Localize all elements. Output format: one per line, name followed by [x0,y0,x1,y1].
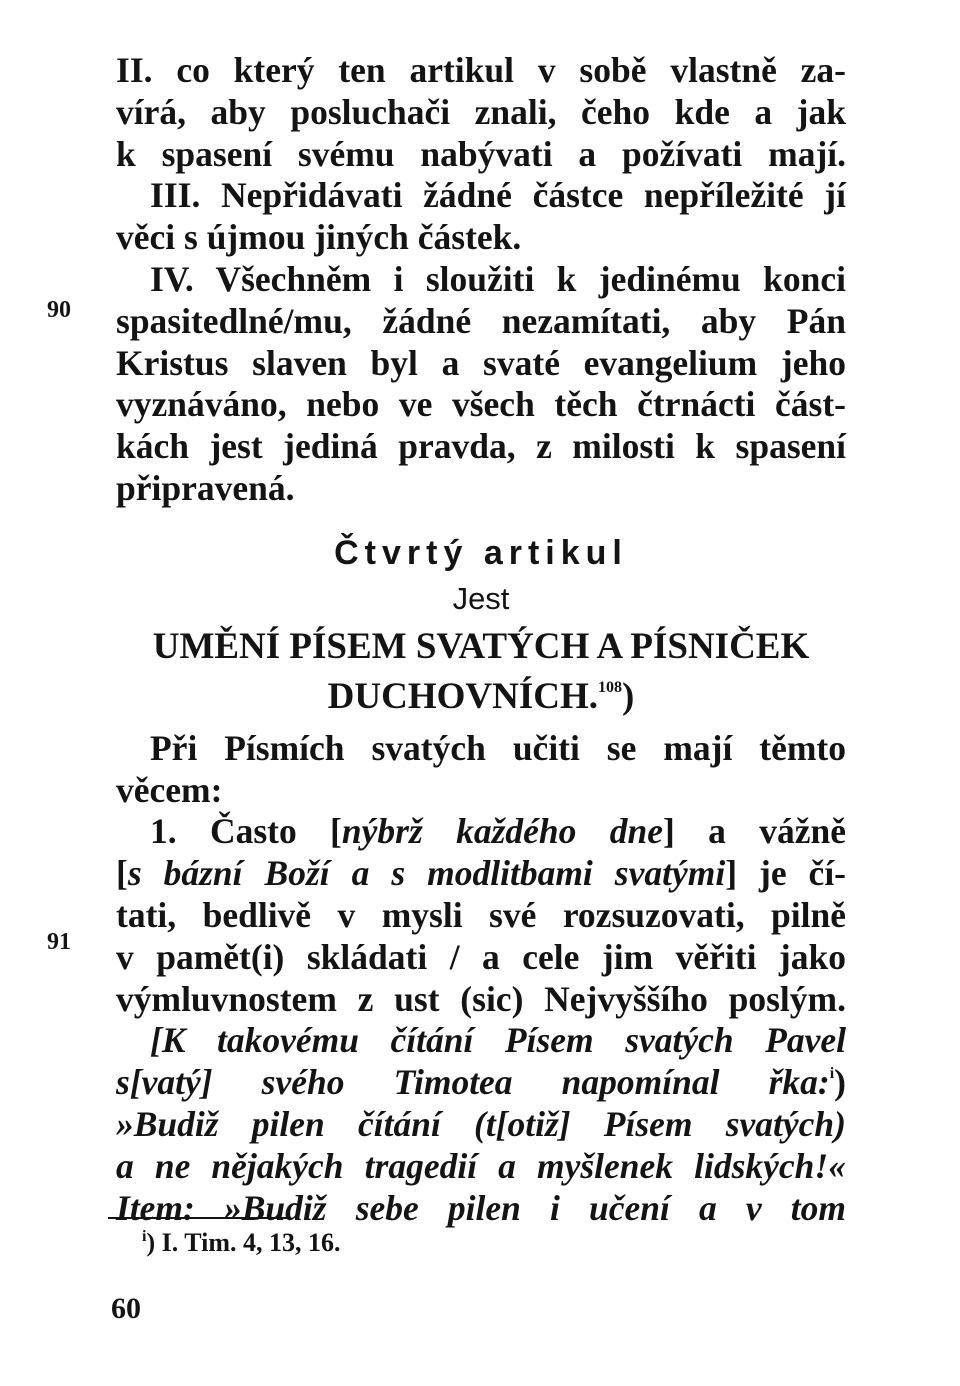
text-line: k spasení svému nabývati a požívati mají. [116,133,846,174]
text-run: ) [834,1062,846,1103]
text-line: IV. Všechněm i sloužiti k jedinému konci [150,258,846,299]
text-run: ] a vážně [663,811,846,852]
italic-insertion: s bázní Boží a s modlitbami svatými [127,853,726,894]
text-line: výmluvnostem z ust (sic) Nejvyššího poslým. [116,978,846,1019]
margin-line-number: 90 [47,297,71,323]
text-line: Při Písmích svatých učiti se mají těmto [150,727,846,768]
italic-text: a ne nějakých tragedií a myšlenek lidských!« [116,1145,846,1186]
text-line: vírá, aby posluchači znali, čeho kde a jak [116,91,846,132]
footnote-reference: i [829,1065,835,1083]
heading-close: ) [621,675,635,717]
text-line: spasitedlné/mu, žádné nezamítati, aby Pán [116,300,846,341]
text-line: II. co který ten artikul v sobě vlastně za- [116,50,846,90]
text-line: vyznáváno, nebo ve všech těch čtrnácti část- [116,384,846,425]
footnote-text: ) I. Tim. 4, 13, 16. [146,1228,341,1257]
text-line: v pamět(i) skládati / a cele jim věřiti jako [116,936,846,977]
italic-text: »Budiž pilen čítání (t[otiž] Písem svatých) [116,1103,846,1144]
text-line: tati, bedlivě v mysli své rozsuzovati, pilně [116,894,846,935]
text-line: Kristus slaven byl a svaté evangelium jeho [116,342,846,383]
text-line: kách jest jediná pravda, z milosti k spasení [116,426,846,467]
italic-text: [K takovému čítání Písem svatých Pavel [150,1020,846,1061]
footnote-marker: i [142,1228,147,1245]
article-heading-continued [116,672,846,722]
text-line [116,1188,846,1230]
footnote [142,1228,341,1258]
italic-insertion: nýbrž každého dne [341,811,663,852]
text-line: věci s újmou jiných částek. [116,217,522,258]
text-line [116,1062,846,1104]
footnote-reference: 108 [597,678,622,696]
footnote-separator [108,1217,288,1219]
heading-text: DUCHOVNÍCH. [327,675,598,717]
margin-line-number: 91 [47,929,71,955]
article-intro: Jest [452,580,510,616]
text-line [116,1146,846,1188]
article-heading: UMĚNÍ PÍSEM SVATÝCH A PÍSNIČEK [152,625,810,667]
text-line [116,1104,846,1146]
text-run: ] je čí- [725,853,846,894]
text-line: věcem: [116,769,223,810]
italic-text: s[vatý] svého Timotea napomínal řka: [116,1062,830,1103]
page-number: 60 [111,1292,141,1325]
text-line [116,811,846,853]
text-run: [ [116,853,128,894]
text-line [116,853,846,895]
text-run: 1. Často [ [150,811,342,852]
text-line: III. Nepřidávati žádné částce nepříležité jí [150,175,846,216]
italic-text: Item: »Budiž sebe pilen i učení a v tom [116,1187,846,1228]
text-line [116,1020,846,1062]
article-title: Čtvrtý artikul [334,533,628,572]
main-text [116,50,846,1229]
text-line: připravená. [116,467,295,508]
